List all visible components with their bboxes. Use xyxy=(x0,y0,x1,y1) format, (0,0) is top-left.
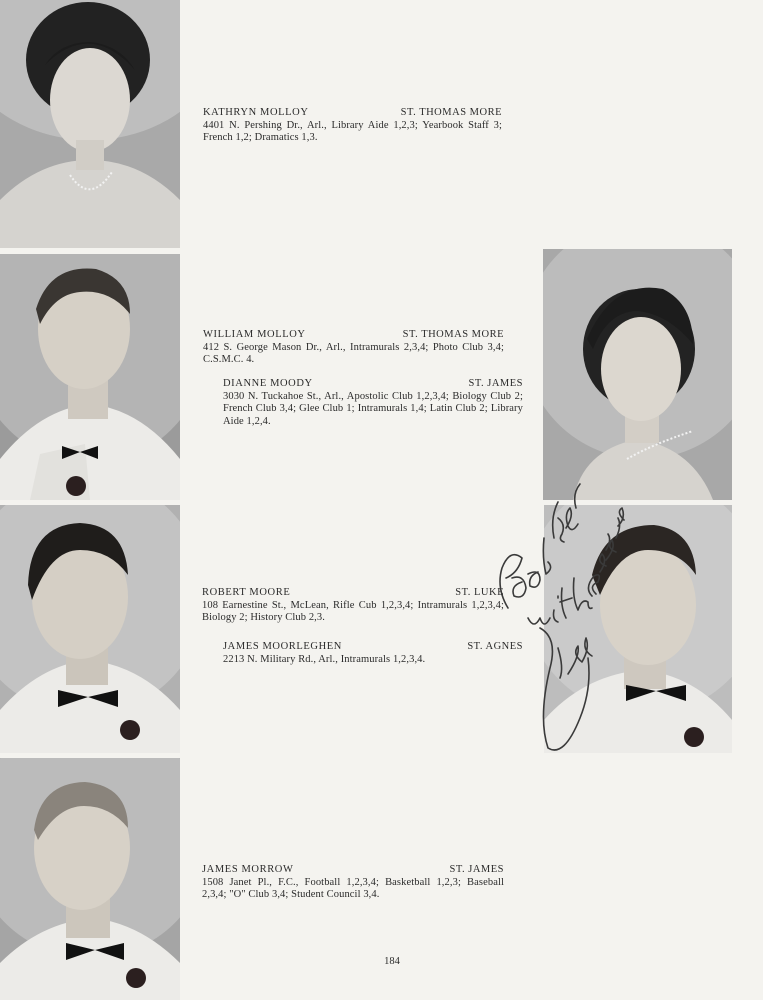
portrait-robert-moore xyxy=(0,505,180,753)
entry-dianne-moody xyxy=(223,378,523,428)
parish-name: ST. THOMAS MORE xyxy=(400,107,502,118)
parish-name: ST. JAMES xyxy=(468,378,523,389)
portrait-william-molloy xyxy=(0,254,180,500)
student-details: 1508 Janet Pl., F.C., Football 1,2,3,4; Basketball 1,2,3; Baseball 2,3,4; "O" Club 3,4; Student Council 3,4. xyxy=(202,876,504,901)
student-name: JAMES MORROW xyxy=(202,864,294,875)
entry-james-moorleghen xyxy=(223,641,523,666)
page-number: 184 xyxy=(384,956,400,967)
parish-name: ST. JAMES xyxy=(449,864,504,875)
parish-name: ST. THOMAS MORE xyxy=(402,329,504,340)
student-name: ROBERT MOORE xyxy=(202,587,291,598)
student-name: JAMES MOORLEGHEN xyxy=(223,641,342,652)
entry-james-morrow xyxy=(202,864,504,902)
student-details: 412 S. George Mason Dr., Arl., Intramurals 2,3,4; Photo Club 3,4; C.S.M.C. 4. xyxy=(203,341,504,366)
portrait-kathryn-molloy xyxy=(0,0,180,248)
student-details: 108 Earnestine St., McLean, Rifle Cub 1,2,3,4; Intramurals 1,2,3,4; Biology 2; History Club 2,3. xyxy=(202,599,504,624)
portrait-dianne-moody xyxy=(543,249,732,500)
student-name: WILLIAM MOLLOY xyxy=(203,329,306,340)
parish-name: ST. AGNES xyxy=(467,641,523,652)
student-name: DIANNE MOODY xyxy=(223,378,313,389)
student-name: KATHRYN MOLLOY xyxy=(203,107,309,118)
entry-robert-moore xyxy=(202,587,504,625)
student-details: 2213 N. Military Rd., Arl., Intramurals 1,2,3,4. xyxy=(223,653,426,665)
portrait-james-morrow xyxy=(0,758,180,1000)
entry-kathryn-molloy xyxy=(203,107,502,145)
entry-william-molloy xyxy=(203,329,504,367)
student-details: 3030 N. Tuckahoe St., Arl., Apostolic Club 1,2,3,4; Biology Club 2; French Club 3,4; Glee Club 1; Intramurals 1,4; Latin Club 2; Library Aide 1,2,4. xyxy=(223,390,523,427)
parish-name: ST. LUKE xyxy=(455,587,504,598)
portrait-james-moorleghen xyxy=(544,505,732,753)
student-details: 4401 N. Pershing Dr., Arl., Library Aide 1,2,3; Yearbook Staff 3; French 1,2; Dramatics 1,3. xyxy=(203,119,502,144)
